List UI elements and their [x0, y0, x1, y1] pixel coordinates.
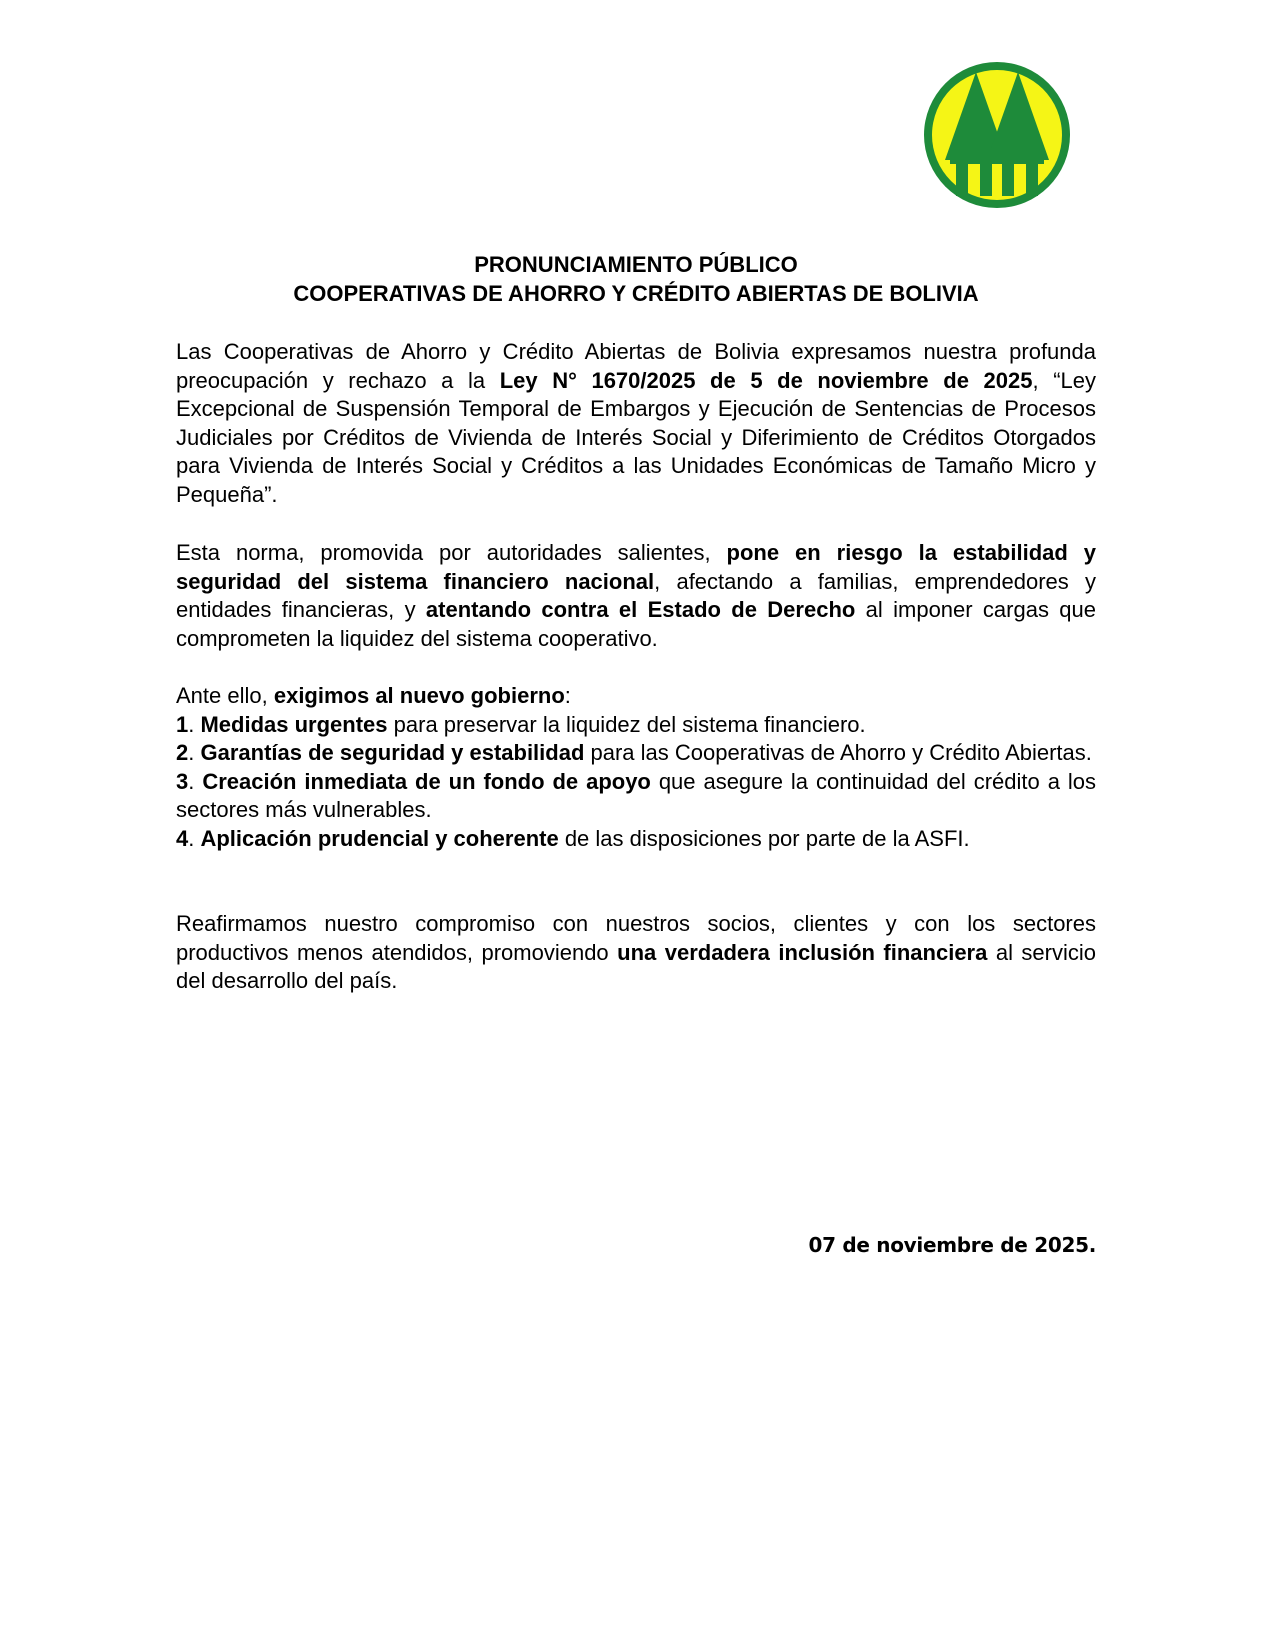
intro-paragraph: [176, 338, 1096, 509]
p2-bold-2: atentando contra el Estado de Derecho: [425, 597, 856, 622]
p2-text-2: , afectando a familias, emprendedores y entidades financieras, y: [176, 568, 1096, 622]
p2-text-3: al imponer cargas que comprometen la liquidez del sistema cooperativo.: [176, 597, 1096, 651]
p4-bold-1: una verdadera inclusión financiera: [617, 939, 988, 965]
cooperative-logo: [920, 58, 1074, 212]
closing-paragraph: [176, 910, 1096, 996]
demands-intro: [176, 682, 1096, 711]
demands-intro-colon: :: [564, 683, 571, 708]
document-title: [176, 250, 1096, 308]
demands-intro-bold: exigimos al nuevo gobierno: [273, 683, 565, 708]
demand-number: 4: [176, 825, 189, 851]
demand-bold: Aplicación prudencial y coherente: [200, 825, 559, 851]
p2-text-1: Esta norma, promovida por autoridades salientes,: [176, 540, 727, 565]
demand-item: 4. Aplicación prudencial y coherente de las disposiciones por parte de la ASFI.: [176, 825, 970, 851]
title-line-2: COOPERATIVAS DE AHORRO Y CRÉDITO ABIERTAS DE BOLIVIA: [293, 281, 979, 306]
demand-bold: Creación inmediata de un fondo de apoyo: [202, 768, 651, 794]
demand-text: de las disposiciones por parte de la ASFI.: [558, 825, 970, 851]
document-date: 07 de noviembre de 2025.: [808, 1233, 1096, 1257]
demand-bold: Medidas urgentes: [200, 711, 388, 737]
demand-number: 2: [176, 740, 189, 765]
p4-text-2: al servicio del desarrollo del país.: [176, 939, 1097, 993]
p2-bold-1: pone en riesgo la estabilidad y seguridad del sistema financiero nacional: [176, 540, 1096, 594]
demand-text: para las Cooperativas de Ahorro y Crédito Abiertas.: [584, 740, 1092, 765]
title-line-1: PRONUNCIAMIENTO PÚBLICO: [474, 252, 798, 277]
demand-bold: Garantías de seguridad y estabilidad: [200, 740, 585, 765]
p1-text-2: , “Ley Excepcional de Suspensión Temporal de Embargos y Ejecución de Sentencias de Procesos Judiciales por Créditos de Vivienda de Interés Social y Diferimiento de Créditos Otorgados para Vivienda de Interés Social y Créditos a las Unidades Económicas de Tamaño Micro y Pequeña”.: [176, 367, 1096, 507]
demand-text: para preservar la liquidez del sistema financiero.: [387, 711, 866, 737]
demand-item: 1. Medidas urgentes para preservar la liquidez del sistema financiero.: [176, 711, 866, 737]
demand-number: 1: [176, 711, 189, 737]
demand-text: que asegure la continuidad del crédito a los sectores más vulnerables.: [176, 768, 1096, 822]
demand-item: 3. Creación inmediata de un fondo de apoyo que asegure la continuidad del crédito a los sectores más vulnerables.: [176, 768, 1096, 822]
twin-pine-trees-icon: [920, 58, 1074, 212]
demands-section: [176, 682, 1096, 853]
p4-text-1: Reafirmamos nuestro compromiso con nuestros socios, clientes y con los sectores productivos menos atendidos, promoviendo: [176, 911, 1096, 965]
demands-intro-text: Ante ello,: [176, 683, 274, 708]
demand-number: 3: [176, 768, 189, 794]
p1-text-1: Las Cooperativas de Ahorro y Crédito Abiertas de Bolivia expresamos nuestra profunda preocupación y rechazo a la: [176, 339, 1096, 393]
demand-item: 2. Garantías de seguridad y estabilidad para las Cooperativas de Ahorro y Crédito Abiertas.: [176, 740, 1092, 765]
risk-paragraph: [176, 539, 1096, 653]
p1-law-reference: Ley N° 1670/2025 de 5 de noviembre de 2025: [499, 367, 1033, 393]
